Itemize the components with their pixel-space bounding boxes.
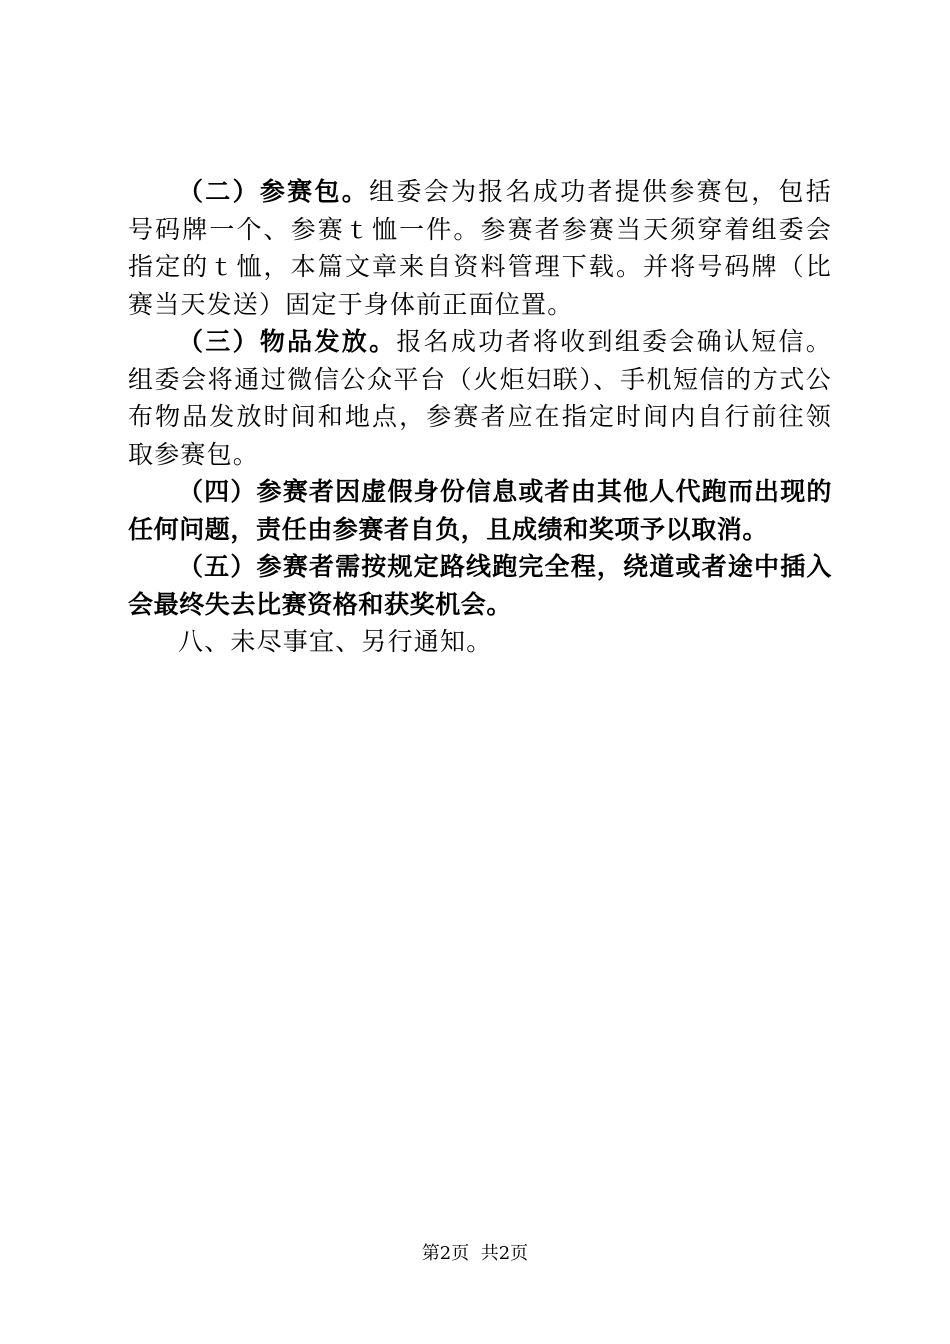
paragraph-participant-pack: [128, 173, 832, 323]
page-total: 共2页: [480, 1243, 529, 1264]
paragraph-heading: （二）参赛包。: [178, 177, 370, 206]
paragraph-text: 组委会为报名成功者提供参赛包，包括号码牌一个、参赛ｔ恤一件。参赛者参赛当天须穿着组委会指定的ｔ恤，本篇文章来自资料管理下载。并将号码牌（比赛当天发送）固定于身体前正面位置。: [128, 177, 833, 319]
paragraph-heading: （三）物品发放。: [178, 327, 397, 356]
document-body: [128, 173, 832, 661]
page-footer: [0, 1239, 950, 1265]
page-number: 第2页: [421, 1243, 470, 1264]
paragraph-other-matters: 八、未尽事宜、另行通知。: [178, 627, 493, 656]
paragraph-route-rules: （五）参赛者需按规定路线跑完全程，绕道或者途中插入会最终失去比赛资格和获奖机会。: [128, 552, 832, 619]
paragraph-false-identity: （四）参赛者因虚假身份信息或者由其他人代跑而出现的任何问题，责任由参赛者自负，且成绩和奖项予以取消。: [128, 477, 832, 544]
paragraph-item-distribution: [128, 323, 832, 473]
paragraph-text: 报名成功者将收到组委会确认短信。组委会将通过微信公众平台（火炬妇联）、手机短信的方式公布物品发放时间和地点，参赛者应在指定时间内自行前往领取参赛包。: [128, 327, 833, 469]
